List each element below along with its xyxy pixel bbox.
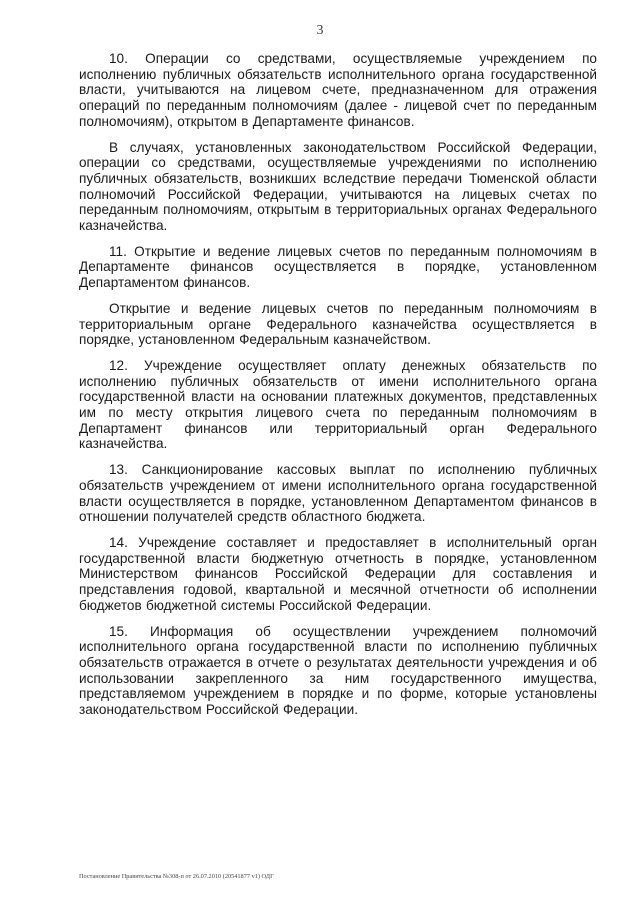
paragraph-11-cont: Открытие и ведение лицевых счетов по переданным полномочиям в территориальным органе Федерального казначейства осуществляется в порядке, установленном Федеральным казначейством. xyxy=(79,300,597,348)
paragraph-15: 15. Информация об осуществлении учреждением полномочий исполнительного органа государственной власти по исполнению публичных обязательств отражается в отчете о результатах деятельности учреждения и об использовании закрепленного за ним государственного имущества, представляемом учреждением в порядке и по форме, которые установлены законодательством Российской Федерации. xyxy=(79,623,597,718)
document-body xyxy=(79,51,597,728)
paragraph-12: 12. Учреждение осуществляет оплату денежных обязательств по исполнению публичных обязательств от имени исполнительного органа государственной власти на основании платежных документов, представленных им по месту открытия лицевого счета по переданным полномочиям в Департамент финансов или территориальный орган Федерального казначейства. xyxy=(79,357,597,452)
page-number: 3 xyxy=(316,23,324,38)
paragraph-10: 10. Операции со средствами, осуществляемые учреждением по исполнению публичных обязательств исполнительного органа государственной власти, учитываются на лицевом счете, предназначенном для отражения операций по переданным полномочиям (далее - лицевой счет по переданным полномочиям), открытом в Департаменте финансов. xyxy=(79,51,597,129)
document-footer: Постановление Правительства №308-п от 26.07.2010 (20541877 v1) ОДГ xyxy=(79,873,274,880)
paragraph-11: 11. Открытие и ведение лицевых счетов по переданным полномочиям в Департаменте финансов осуществляется в порядке, установленном Департаментом финансов. xyxy=(79,243,597,291)
paragraph-10-cont: В случаях, установленных законодательством Российской Федерации, операции со средствами, осуществляемые учреждениями по исполнению публичных обязательств, возникших вследствие передачи Тюменской области полномочий Российской Федерации, учитываются на лицевых счетах по переданным полномочиям, открытым в территориальных органах Федерального казначейства. xyxy=(79,139,597,234)
paragraph-13: 13. Санкционирование кассовых выплат по исполнению публичных обязательств учреждением от имени исполнительного органа государственной власти осуществляется в порядке, установленном Департаментом финансов в отношении получателей средств областного бюджета. xyxy=(79,462,597,525)
paragraph-14: 14. Учреждение составляет и предоставляет в исполнительный орган государственной власти бюджетную отчетность в порядке, установленном Министерством финансов Российской Федерации для составления и представления годовой, квартальной и месячной отчетности об исполнении бюджетов бюджетной системы Российской Федерации. xyxy=(79,534,597,613)
